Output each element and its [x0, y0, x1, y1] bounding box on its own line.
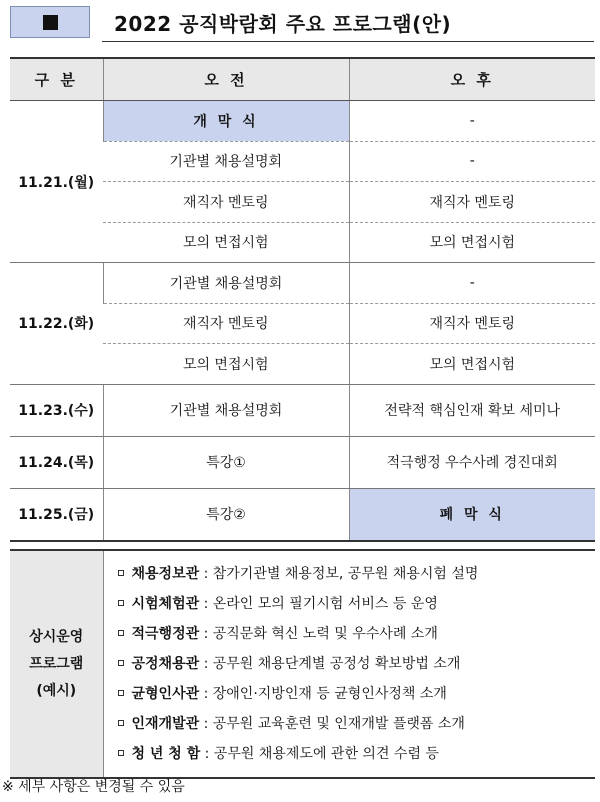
list-item [114, 559, 596, 589]
square-bullet-icon [118, 660, 124, 666]
document-header [10, 6, 595, 42]
black-square-icon [43, 15, 58, 30]
program-name: 채용정보관 [131, 566, 200, 582]
day-label: 11.23.(수) [10, 384, 103, 436]
list-item [114, 589, 596, 619]
header-marker-box [10, 6, 90, 38]
program-name: 균형인사관 [131, 686, 200, 702]
square-bullet-icon [118, 690, 124, 696]
list-item [114, 619, 596, 649]
morning-cell: 특강② [103, 488, 349, 541]
program-desc: : 공직문화 혁신 노력 및 우수사례 소개 [203, 626, 438, 642]
square-bullet-icon [118, 720, 124, 726]
label-line: (예시) [36, 682, 77, 699]
footnote: ※ 세부 사항은 변경될 수 있음 [2, 779, 185, 795]
permanent-program-table [10, 549, 595, 779]
label-line: 상시운영 [29, 628, 84, 645]
square-bullet-icon [118, 570, 124, 576]
table-row [10, 101, 595, 142]
afternoon-cell: 적극행정 우수사례 경진대회 [349, 436, 595, 488]
afternoon-cell: - [349, 141, 595, 182]
program-desc: : 공무원 채용제도에 관한 의견 수렴 등 [204, 746, 439, 762]
list-item [114, 709, 596, 739]
day-label: 11.21.(월) [10, 101, 103, 263]
afternoon-cell: 모의 면접시험 [349, 222, 595, 263]
permanent-program-label [10, 550, 103, 778]
program-name: 시험체험관 [131, 596, 200, 612]
header-morning: 오 전 [103, 58, 349, 101]
table-row [10, 550, 595, 778]
table-row [10, 384, 595, 436]
list-item [114, 679, 596, 709]
list-item [114, 739, 596, 769]
program-name: 인재개발관 [131, 716, 200, 732]
schedule-header-row [10, 58, 595, 101]
day-label: 11.25.(금) [10, 488, 103, 541]
program-desc: : 온라인 모의 필기시험 서비스 등 운영 [203, 596, 438, 612]
program-desc: : 참가기관별 채용정보, 공무원 채용시험 설명 [203, 566, 479, 582]
morning-cell: 특강① [103, 436, 349, 488]
permanent-program-list [103, 550, 595, 778]
label-line: 프로그램 [29, 655, 84, 672]
day-label: 11.24.(목) [10, 436, 103, 488]
morning-cell: 기관별 채용설명회 [103, 263, 349, 304]
table-row [10, 263, 595, 304]
table-row [10, 488, 595, 541]
morning-cell: 기관별 채용설명회 [103, 141, 349, 182]
title-underline [102, 41, 594, 42]
header-category: 구 분 [10, 58, 103, 101]
opening-ceremony-cell: 개 막 식 [103, 101, 349, 142]
header-afternoon: 오 후 [349, 58, 595, 101]
program-desc: : 공무원 채용단계별 공정성 확보방법 소개 [203, 656, 461, 672]
program-desc: : 공무원 교육훈련 및 인재개발 플랫폼 소개 [203, 716, 465, 732]
afternoon-cell: - [349, 101, 595, 142]
square-bullet-icon [118, 630, 124, 636]
table-row [10, 436, 595, 488]
afternoon-cell: - [349, 263, 595, 304]
program-name: 청 년 청 함 [131, 746, 201, 762]
morning-cell: 재직자 멘토링 [103, 182, 349, 223]
morning-cell: 모의 면접시험 [103, 222, 349, 263]
afternoon-cell: 모의 면접시험 [349, 344, 595, 385]
afternoon-cell: 재직자 멘토링 [349, 182, 595, 223]
program-name: 공정채용관 [131, 656, 200, 672]
afternoon-cell: 재직자 멘토링 [349, 303, 595, 344]
square-bullet-icon [118, 750, 124, 756]
page-title: 2022 공직박람회 주요 프로그램(안) [114, 12, 452, 36]
square-bullet-icon [118, 600, 124, 606]
day-label: 11.22.(화) [10, 263, 103, 385]
list-item [114, 649, 596, 679]
schedule-table [10, 57, 595, 542]
closing-ceremony-cell: 폐 막 식 [349, 488, 595, 541]
program-name: 적극행정관 [131, 626, 200, 642]
morning-cell: 기관별 채용설명회 [103, 384, 349, 436]
program-desc: : 장애인·지방인재 등 균형인사정책 소개 [203, 686, 447, 702]
afternoon-cell: 전략적 핵심인재 확보 세미나 [349, 384, 595, 436]
morning-cell: 재직자 멘토링 [103, 303, 349, 344]
morning-cell: 모의 면접시험 [103, 344, 349, 385]
